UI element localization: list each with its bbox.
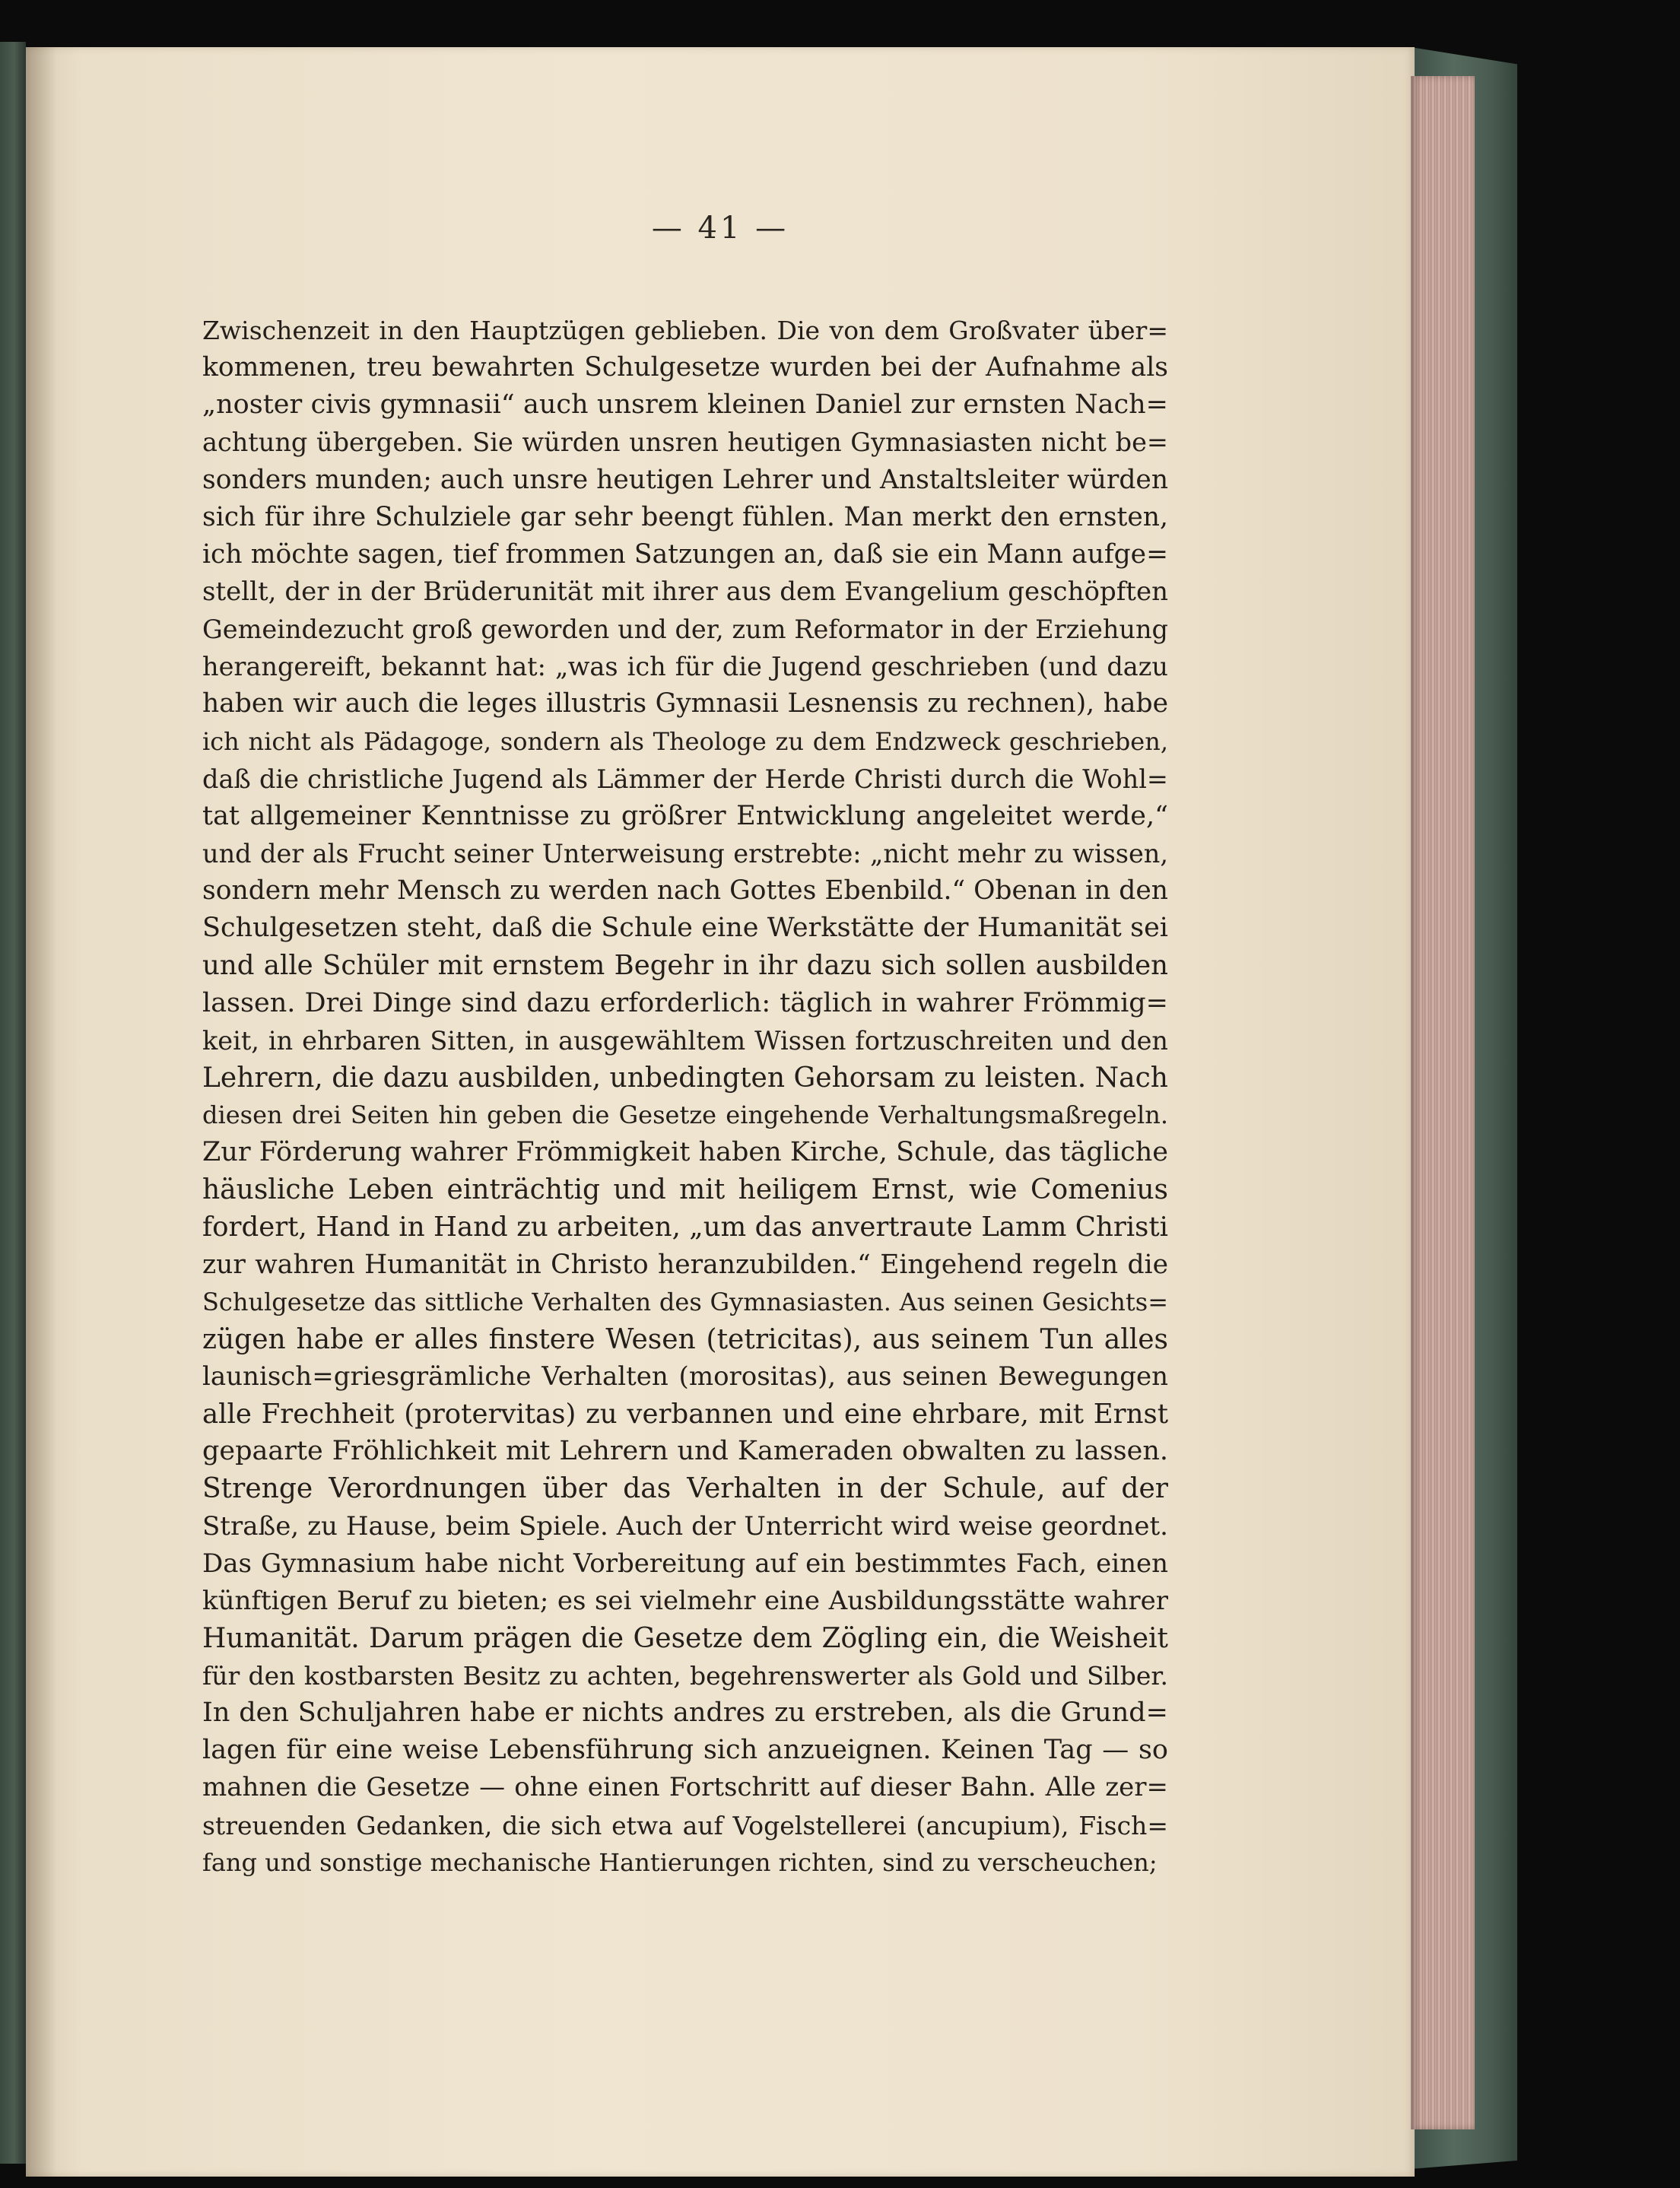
text-line: gepaarte Fröhlichkeit mit Lehrern und Kameraden obwalten zu lassen. (202, 1436, 1168, 1467)
text-line: Lehrern, die dazu ausbilden, unbedingten Gehorsam zu leisten. Nach (202, 1062, 1168, 1094)
text-line: Zwischenzeit in den Hauptzügen geblieben. Die von dem Großvater über= (202, 316, 1168, 345)
book-page (26, 47, 1415, 2177)
text-line: achtung übergeben. Sie würden unsren heutigen Gymnasiasten nicht be= (202, 427, 1168, 458)
text-line: haben wir auch die leges illustris Gymnasii Lesnensis zu rechnen), habe (202, 688, 1168, 719)
page-block-edges (1411, 76, 1475, 2129)
text-line: künftigen Beruf zu bieten; es sei vielmehr eine Ausbildungsstätte wahrer (202, 1585, 1168, 1616)
text-line: sonders munden; auch unsre heutigen Lehrer und Anstaltsleiter würden (202, 464, 1168, 495)
text-line: mahnen die Gesetze — ohne einen Fortschritt auf dieser Bahn. Alle zer= (202, 1772, 1168, 1803)
text-line: sondern mehr Mensch zu werden nach Gottes Ebenbild.“ Obenan in den (202, 875, 1168, 907)
text-line: alle Frechheit (protervitas) zu verbannen und eine ehrbare, mit Ernst (202, 1399, 1168, 1431)
text-line: stellt, der in der Brüderunität mit ihrer aus dem Evangelium geschöpften (202, 576, 1168, 607)
text-line: und der als Frucht seiner Unterweisung erstrebte: „nicht mehr zu wissen, (202, 838, 1168, 869)
text-line: „noster civis gymnasii“ auch unsrem kleinen Daniel zur ernsten Nach= (202, 389, 1168, 421)
text-line: Schulgesetze das sittliche Verhalten des Gymnasiasten. Aus seinen Gesichts= (202, 1287, 1168, 1316)
text-line: häusliche Leben einträchtig und mit heiligem Ernst, wie Comenius (202, 1174, 1168, 1206)
text-line: kommenen, treu bewahrten Schulgesetze wurden bei der Aufnahme als (202, 352, 1168, 383)
page-gutter-shadow (26, 47, 56, 2177)
text-line: Schulgesetzen steht, daß die Schule eine Werkstätte der Humanität sei (202, 913, 1168, 944)
text-line: und alle Schüler mit ernstem Begehr in ihr dazu sich sollen ausbilden (202, 950, 1168, 982)
text-line: zur wahren Humanität in Christo heranzubilden.“ Eingehend regeln die (202, 1249, 1168, 1280)
text-line: ich möchte sagen, tief frommen Satzungen an, daß sie ein Mann aufge= (202, 538, 1168, 570)
text-line: Das Gymnasium habe nicht Vorbereitung auf ein bestimmtes Fach, einen (202, 1548, 1168, 1579)
body-text (202, 312, 1168, 1882)
text-line: daß die christliche Jugend als Lämmer der Herde Christi durch die Wohl= (202, 764, 1168, 794)
text-line: lassen. Drei Dinge sind dazu erforderlich: täglich in wahrer Frömmig= (202, 987, 1168, 1018)
text-line: für den kostbarsten Besitz zu achten, begehrenswerter als Gold und Silber. (202, 1661, 1168, 1691)
text-line: In den Schuljahren habe er nichts andres zu erstreben, als die Grund= (202, 1697, 1168, 1729)
text-line: sich für ihre Schulziele gar sehr beengt fühlen. Man merkt den ernsten, (202, 501, 1168, 532)
text-line: Zur Förderung wahrer Frömmigkeit haben Kirche, Schule, das tägliche (202, 1137, 1168, 1168)
text-line: Strenge Verordnungen über das Verhalten in der Schule, auf der (202, 1473, 1168, 1505)
text-line: Straße, zu Hause, beim Spiele. Auch der Unterricht wird weise geordnet. (202, 1510, 1168, 1542)
text-line: diesen drei Seiten hin geben die Gesetze eingehende Verhaltungsmaßregeln. (202, 1100, 1168, 1129)
text-line: ich nicht als Pädagoge, sondern als Theologe zu dem Endzweck geschrieben, (202, 726, 1168, 756)
text-line: Gemeindezucht groß geworden und der, zum Reformator in der Erziehung (202, 614, 1168, 645)
text-line: keit, in ehrbaren Sitten, in ausgewähltem Wissen fortzuschreiten und den (202, 1025, 1168, 1056)
text-line: herangereift, bekannt hat: „was ich für die Jugend geschrieben (und dazu (202, 652, 1168, 682)
text-line: zügen habe er alles finstere Wesen (tetricitas), aus seinem Tun alles (202, 1323, 1168, 1355)
text-line: streuenden Gedanken, die sich etwa auf Vogelstellerei (ancupium), Fisch= (202, 1810, 1168, 1840)
text-line: tat allgemeiner Kenntnisse zu größrer Entwicklung angeleitet werde,“ (202, 800, 1168, 831)
text-line: Humanität. Darum prägen die Gesetze dem Zögling ein, die Weisheit (202, 1622, 1168, 1654)
text-line: launisch=griesgrämliche Verhalten (morositas), aus seinen Bewegungen (202, 1361, 1168, 1392)
text-line: lagen für eine weise Lebensführung sich anzueignen. Keinen Tag — so (202, 1735, 1168, 1766)
left-book-cover (0, 42, 26, 2164)
text-line: fordert, Hand in Hand zu arbeiten, „um das anvertraute Lamm Christi (202, 1211, 1168, 1243)
text-line: fang und sonstige mechanische Hantierungen richten, sind zu verscheuchen; (202, 1847, 1158, 1877)
page-number: — 41 — (651, 211, 789, 246)
